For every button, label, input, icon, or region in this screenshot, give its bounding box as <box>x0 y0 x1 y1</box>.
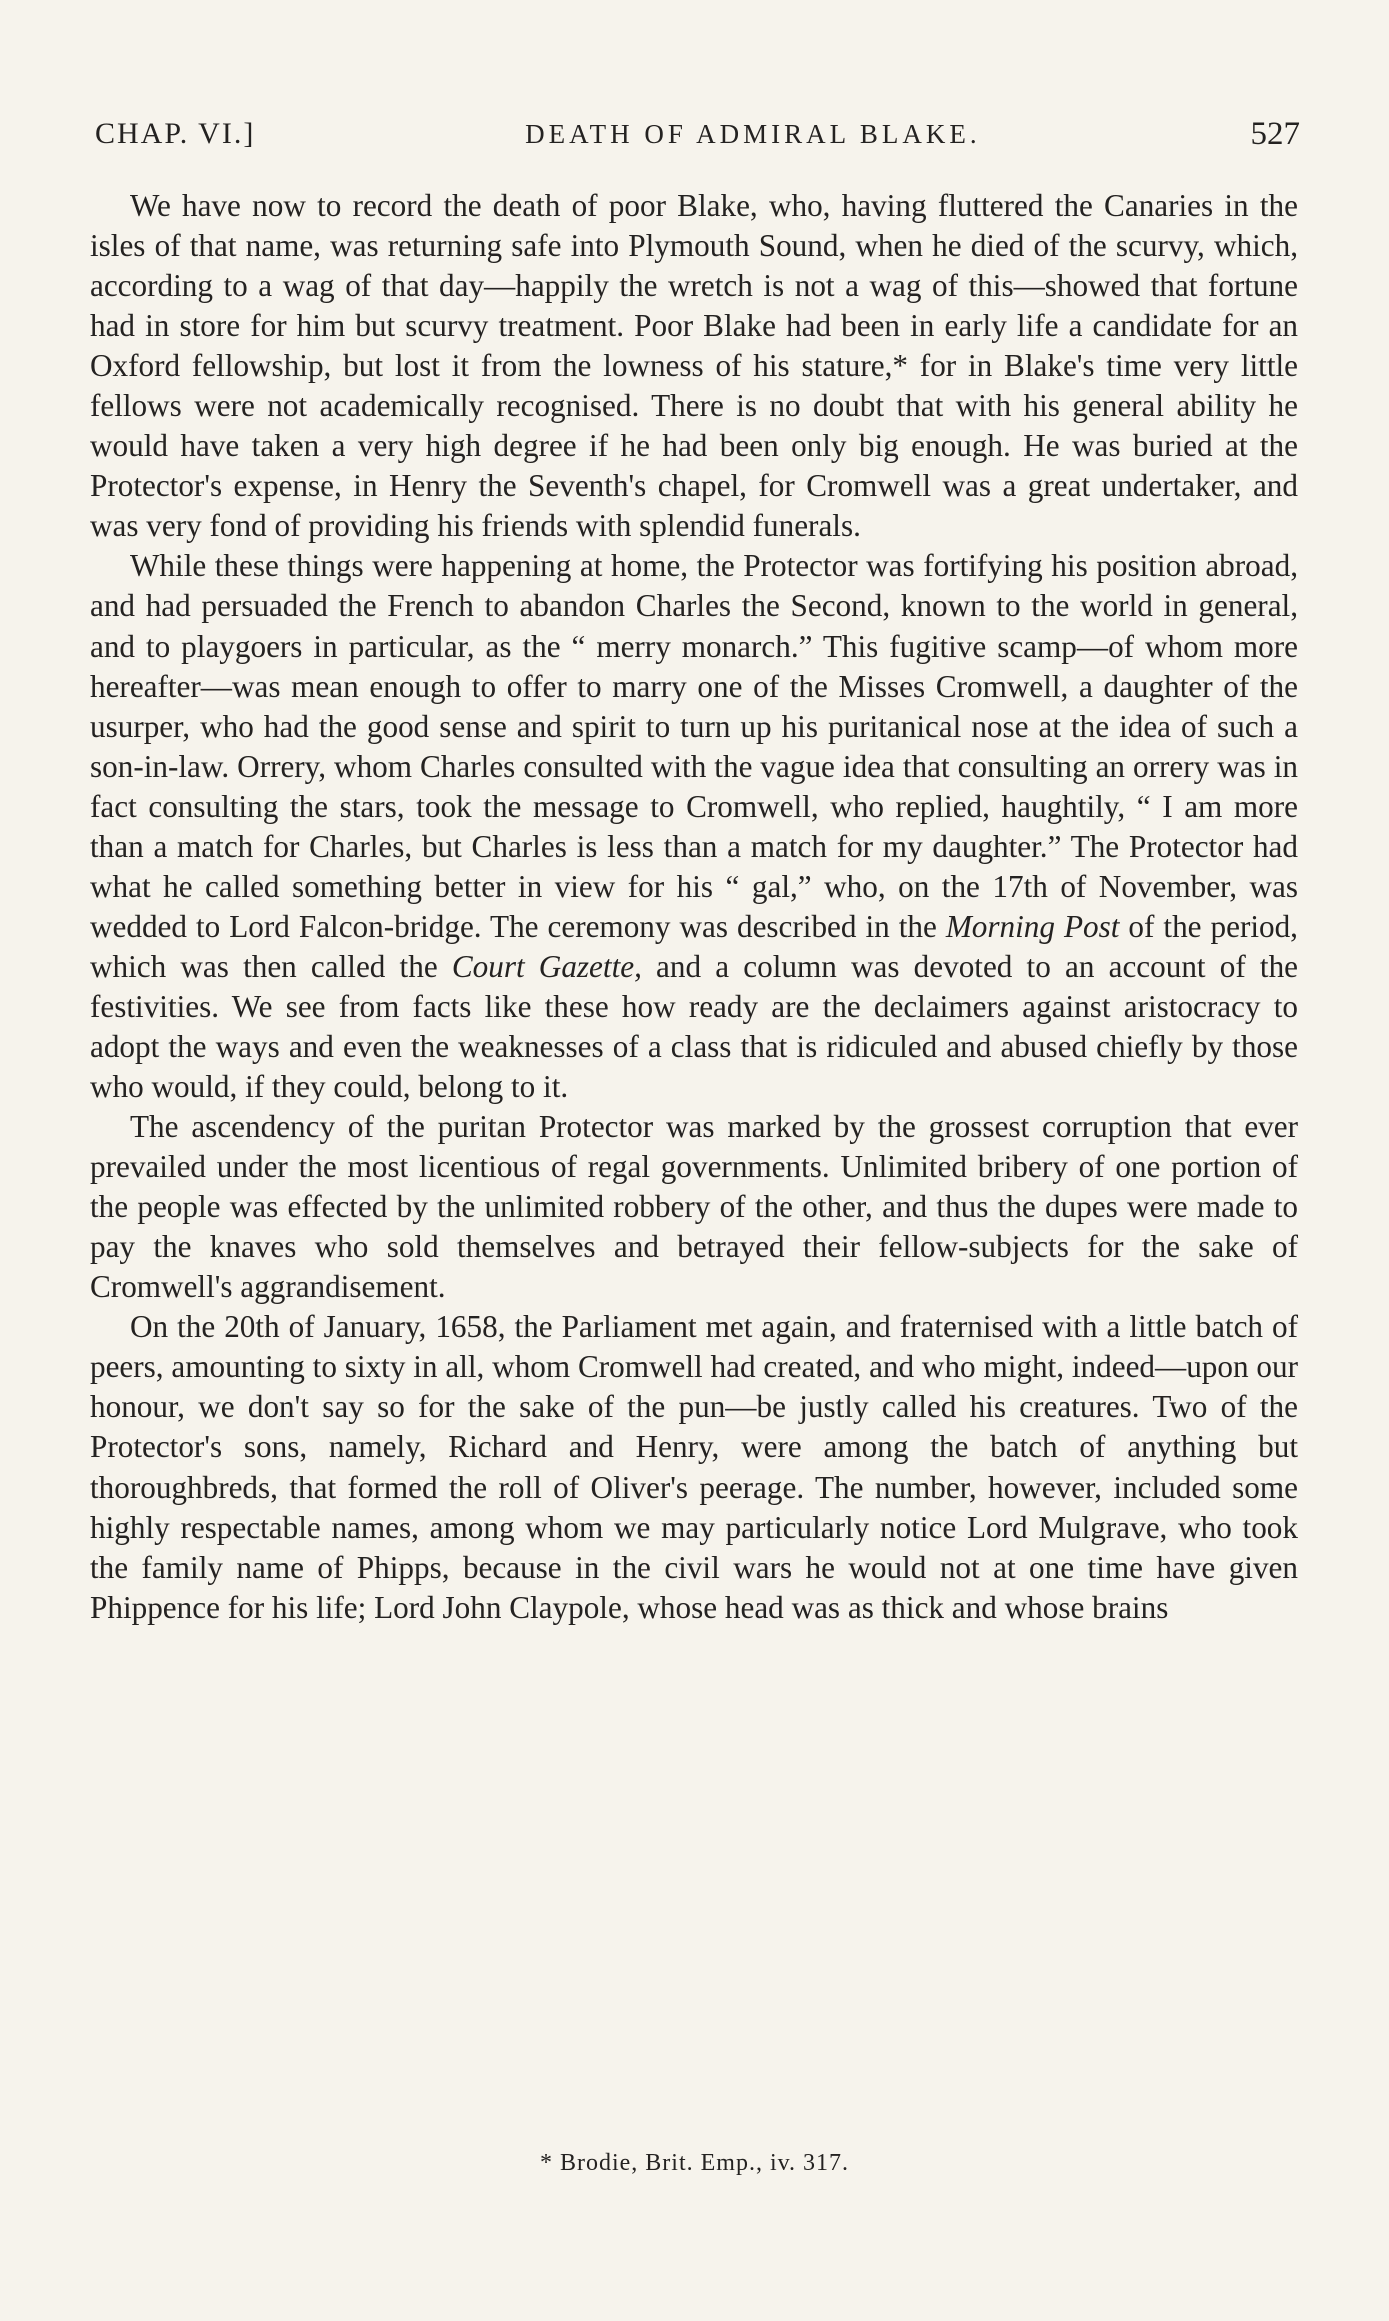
paragraph <box>90 1307 1298 1627</box>
paragraph-text: of the period, which was then called the <box>90 908 1298 984</box>
paragraph-text: While these things were happening at home, the Protector was fortifying his position abroad, and had persuaded the French to abandon Charles the Second, known to the world in general, and to playgoers in particular, as the “ merry monarch.” This fugitive scamp—of whom more hereafter—was mean enough to offer to marry one of the Misses Cromwell, a daughter of the usurper, who had the good sense and spirit to turn up his puritanical nose at the idea of such a son-in-law. Orrery, whom Charles consulted with the vague idea that consulting an orrery was in fact consulting the stars, took the message to Cromwell, who replied, haughtily, “ I am more than a match for Charles, but Charles is less than a match for my daughter.” The Protector had what he called something better in view for his “ gal,” who, on the 17th of November, was wedded to Lord Falcon-bridge. The ceremony was described in the <box>90 548 1298 944</box>
paragraph-text: The ascendency of the puritan Protector was marked by the grossest corruption that ever prevailed under the most licentious of regal governments. Unlimited bribery of one portion of the people was effected by the unlimited robbery of the other, and thus the dupes were made to pay the knaves who sold themselves and betrayed their fellow-subjects for the sake of Cromwell's aggrandisement. <box>90 1109 1298 1305</box>
paragraph-text: We have now to record the death of poor Blake, who, having fluttered the Canaries in the isles of that name, was returning safe into Plymouth Sound, when he died of the scurvy, which, according to a wag of that day—happily the wretch is not a wag of this—showed that fortune had in store for him but scurvy treatment. Poor Blake had been in early life a candidate for an Oxford fellowship, but lost it from the lowness of his stature,* for in Blake's time very little fellows were not academically recognised. There is no doubt that with his general ability he would have taken a very high degree if he had been only big enough. He was buried at the Protector's expense, in Henry the Seventh's chapel, for Cromwell was a great undertaker, and was very fond of providing his friends with splendid funerals. <box>90 188 1298 544</box>
italic-title: Court Gazette, <box>451 948 642 984</box>
footnote: * Brodie, Brit. Emp., iv. 317. <box>539 2150 850 2176</box>
body-text <box>90 186 1298 1628</box>
paragraph <box>90 546 1298 1107</box>
italic-title: Morning Post <box>945 908 1120 944</box>
page-number: 527 <box>1250 115 1300 152</box>
paragraph-text: On the 20th of January, 1658, the Parliament met again, and fraternised with a little batch of peers, amounting to sixty in all, whom Cromwell had created, and who might, indeed—upon our honour, we don't say so for the sake of the pun—be justly called his creatures. Two of the Protector's sons, namely, Richard and Henry, were among the batch of anything but thoroughbreds, that formed the roll of Oliver's peerage. The number, however, included some highly respectable names, among whom we may particularly notice Lord Mulgrave, who took the family name of Phipps, because in the civil wars he would not at one time have given Phippence for his life; Lord John Claypole, whose head was as thick and whose brains <box>90 1309 1298 1625</box>
paragraph <box>90 186 1298 546</box>
running-head <box>95 110 1300 158</box>
running-title: DEATH OF ADMIRAL BLAKE. <box>525 118 981 149</box>
paragraph <box>90 1107 1298 1307</box>
paragraph-text: and a column was devoted to an account of the festivities. We see from facts like these how ready are the declaimers against aristocracy to adopt the ways and even the weaknesses of a class that is ridiculed and abused chiefly by those who would, if they could, belong to it. <box>90 948 1298 1105</box>
chapter-label: CHAP. VI.] <box>95 117 256 150</box>
